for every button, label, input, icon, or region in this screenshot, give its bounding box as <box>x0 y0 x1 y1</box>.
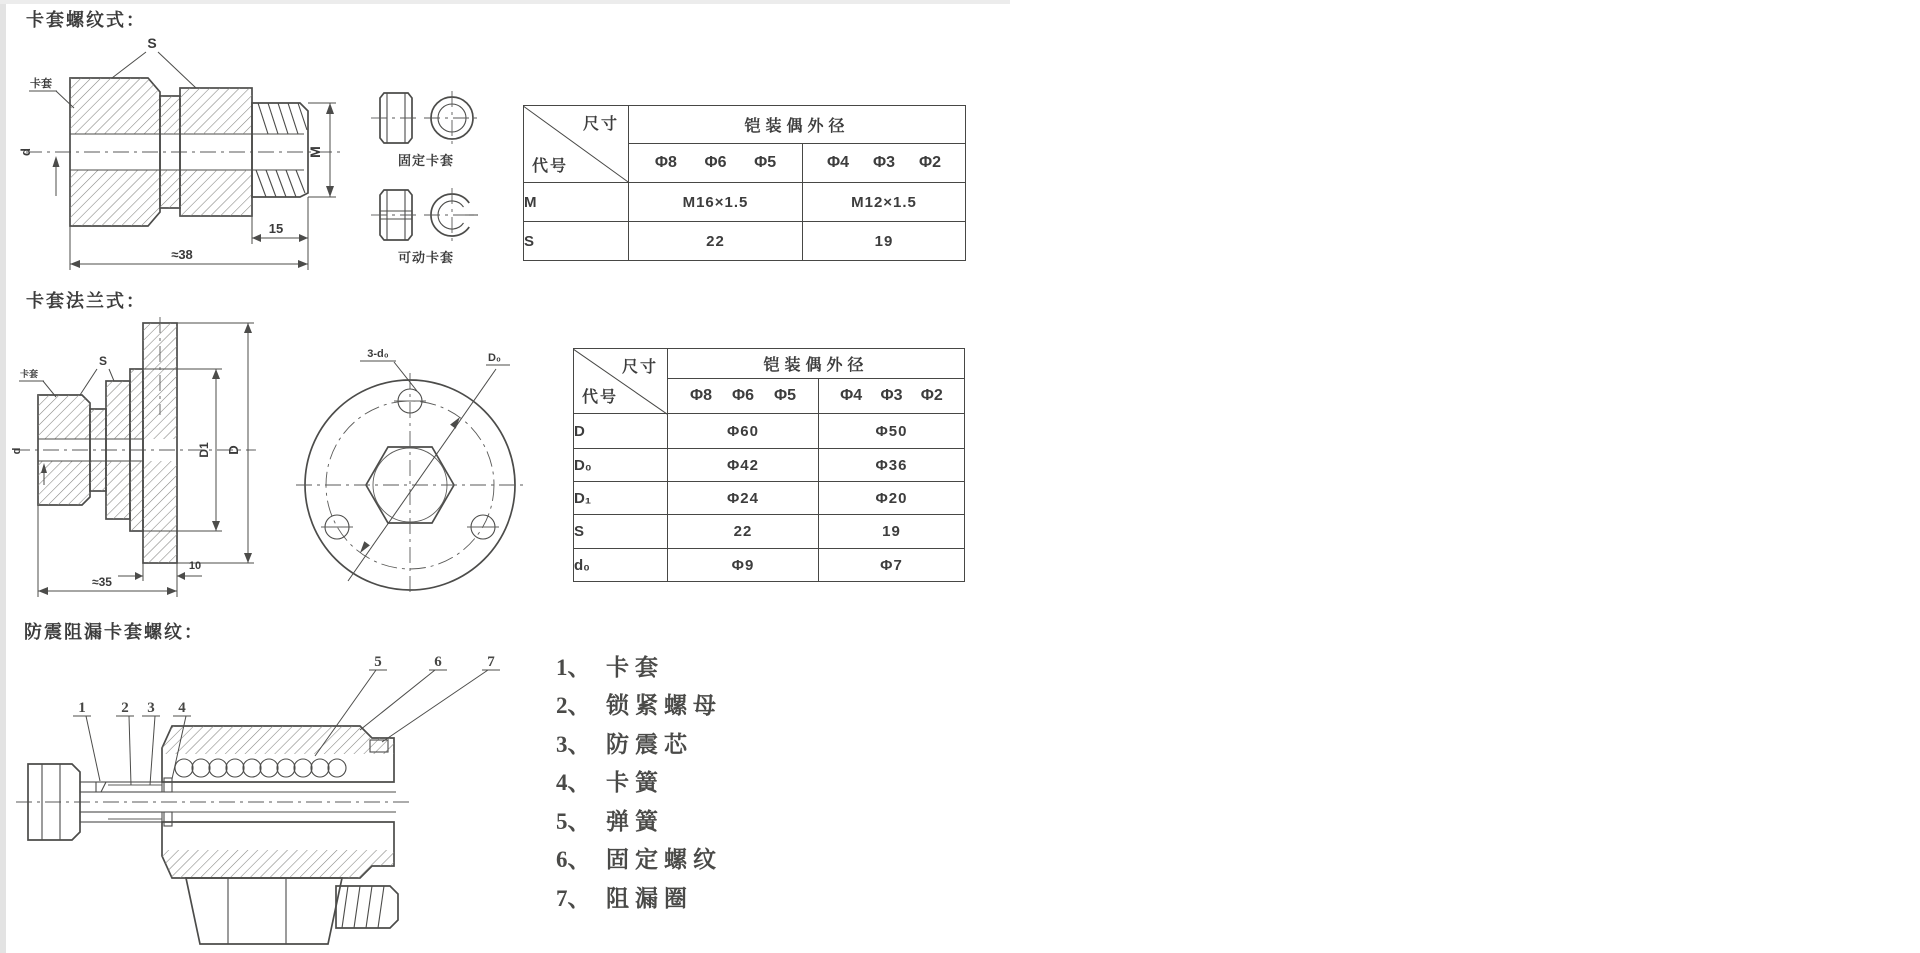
legend-item <box>556 877 722 916</box>
label-ferrule <box>19 368 56 397</box>
legend-number: 4、 <box>556 770 591 796</box>
row-value: Φ42 <box>668 449 819 482</box>
label-holes <box>360 348 417 391</box>
male-thread <box>252 103 308 197</box>
legend-number: 1、 <box>556 654 591 680</box>
table-row <box>524 106 966 144</box>
row-code: M <box>524 183 629 222</box>
ferrule-icons <box>368 85 478 275</box>
corner-label-code: 代号 <box>532 158 569 175</box>
corner-label-code: 代号 <box>582 389 619 406</box>
fixed-ferrule-front-icon <box>424 91 478 145</box>
legend-item <box>556 646 722 685</box>
row-code: D₀ <box>574 449 668 482</box>
crosshair-centerlines <box>296 373 524 597</box>
svg-text:卡套: 卡套 <box>20 369 39 379</box>
row-value: M16×1.5 <box>629 183 803 222</box>
table-row <box>574 414 965 449</box>
dim-15 <box>252 197 308 270</box>
drawing-antivibration-fitting <box>10 652 530 952</box>
dim-label-d: d <box>18 148 33 156</box>
section-title-threaded: 卡套螺纹式： <box>26 10 146 30</box>
corner-cell <box>574 349 668 414</box>
legend-item <box>556 800 722 839</box>
legend-item <box>556 839 722 878</box>
section-title-antivibration: 防震阻漏卡套螺纹： <box>24 622 204 642</box>
phi-group-2 <box>803 143 966 182</box>
row-value: Φ36 <box>819 449 965 482</box>
legend-item <box>556 723 722 762</box>
callout-2 <box>116 700 134 785</box>
phi-label: Φ8 <box>689 387 713 405</box>
header-armored-od: 铠装偶外径 <box>668 349 965 379</box>
legend-label: 防震芯 <box>606 731 693 757</box>
phi-label: Φ5 <box>754 153 777 171</box>
svg-text:7: 7 <box>487 654 495 670</box>
phi-group-1 <box>668 379 819 414</box>
fixed-ferrule-side-icon <box>371 93 421 143</box>
svg-text:4: 4 <box>178 700 186 716</box>
label-ferrule <box>29 76 74 108</box>
table-row <box>574 349 965 379</box>
row-value: 19 <box>819 515 965 549</box>
svg-text:6: 6 <box>434 654 442 670</box>
table-row <box>524 222 966 261</box>
phi-label: Φ3 <box>880 387 903 405</box>
corner-cell <box>524 106 629 183</box>
row-value: 22 <box>668 515 819 549</box>
dim-label-15: 15 <box>268 221 284 236</box>
row-value: Φ50 <box>819 414 965 449</box>
fixed-ferrule-label: 固定卡套 <box>397 153 455 168</box>
row-code: D <box>574 414 668 449</box>
phi-label: Φ3 <box>872 153 896 171</box>
legend-number: 2、 <box>556 693 591 719</box>
row-code: D₁ <box>574 482 668 515</box>
phi-label: Φ6 <box>704 153 727 171</box>
corner-label-size: 尺寸 <box>582 116 619 133</box>
header-armored-od: 铠装偶外径 <box>629 106 966 144</box>
table-row <box>574 549 965 582</box>
dim-label-m: M <box>307 146 323 158</box>
row-value: Φ24 <box>668 482 819 515</box>
bolt-circle <box>326 401 494 569</box>
movable-ferrule-label: 可动卡套 <box>397 250 455 265</box>
dim-label-38: ≈38 <box>171 247 193 262</box>
svg-text:2: 2 <box>121 700 129 716</box>
row-value: 22 <box>629 222 803 261</box>
phi-label: Φ2 <box>918 153 942 171</box>
phi-group-2 <box>819 379 965 414</box>
callout-3 <box>142 700 160 785</box>
lower-hex-body <box>186 878 342 944</box>
callout-6 <box>360 654 447 730</box>
legend-label: 卡套 <box>606 654 664 680</box>
scan-edge-top <box>0 0 1010 4</box>
legend-number: 5、 <box>556 808 591 834</box>
dim-label-d: d <box>11 447 23 455</box>
row-value: Φ60 <box>668 414 819 449</box>
dim-label-10: 10 <box>188 560 202 572</box>
row-value: M12×1.5 <box>803 183 966 222</box>
legend-item <box>556 762 722 801</box>
dim-label-bolt-circle: D₀ <box>488 352 501 364</box>
movable-ferrule-front-icon <box>424 188 478 242</box>
row-code: d₀ <box>574 549 668 582</box>
section-title-flanged: 卡套法兰式： <box>26 291 146 311</box>
coupling-body-upper <box>162 726 394 782</box>
dim-label-35: ≈35 <box>92 575 112 589</box>
drawing-flanged-fitting <box>10 315 260 615</box>
table-flanged-dimensions <box>573 348 965 582</box>
phi-group-1 <box>629 143 803 182</box>
svg-text:S: S <box>98 354 108 368</box>
dim-m <box>307 103 336 197</box>
phi-label: Φ6 <box>731 387 755 405</box>
row-value: 19 <box>803 222 966 261</box>
parts-legend <box>556 646 722 916</box>
phi-label: Φ4 <box>826 153 850 171</box>
legend-label: 弹簧 <box>606 808 664 834</box>
dim-d <box>18 148 60 196</box>
phi-label: Φ5 <box>773 387 797 405</box>
row-value: Φ7 <box>819 549 965 582</box>
phi-label: Φ8 <box>654 153 677 171</box>
flange-plate <box>143 317 177 563</box>
legend-label: 卡簧 <box>606 770 664 796</box>
svg-text:5: 5 <box>374 654 382 670</box>
drawing-threaded-fitting <box>10 30 350 285</box>
legend-number: 7、 <box>556 885 591 911</box>
legend-number: 6、 <box>556 847 591 873</box>
thread-stub <box>336 886 398 928</box>
row-value: Φ20 <box>819 482 965 515</box>
table-row <box>524 183 966 222</box>
legend-label: 阻漏圈 <box>606 885 693 911</box>
phi-label: Φ4 <box>840 387 863 405</box>
legend-label: 锁紧螺母 <box>606 693 722 719</box>
row-code: S <box>574 515 668 549</box>
svg-text:3-d₀: 3-d₀ <box>367 348 389 360</box>
svg-text:卡套: 卡套 <box>30 78 52 90</box>
scan-edge-left <box>0 0 6 953</box>
drawing-flange-front-view <box>290 345 530 600</box>
phi-label: Φ2 <box>920 387 943 405</box>
corner-label-size: 尺寸 <box>621 359 658 376</box>
dim-label-d1: D1 <box>197 442 211 458</box>
svg-text:S: S <box>147 35 157 51</box>
spring-coils <box>175 759 346 777</box>
svg-text:3: 3 <box>147 700 155 716</box>
row-code: S <box>524 222 629 261</box>
row-value: Φ9 <box>668 549 819 582</box>
table-row <box>574 515 965 549</box>
table-row <box>574 449 965 482</box>
table-row <box>574 482 965 515</box>
svg-text:1: 1 <box>78 700 86 716</box>
dim-label-D: D <box>226 445 241 455</box>
legend-item <box>556 685 722 724</box>
legend-label: 固定螺纹 <box>606 847 722 873</box>
movable-ferrule-side-icon <box>371 190 421 240</box>
legend-number: 3、 <box>556 731 591 757</box>
table-threaded-dimensions <box>523 105 966 261</box>
coupling-body-lower <box>162 822 394 878</box>
